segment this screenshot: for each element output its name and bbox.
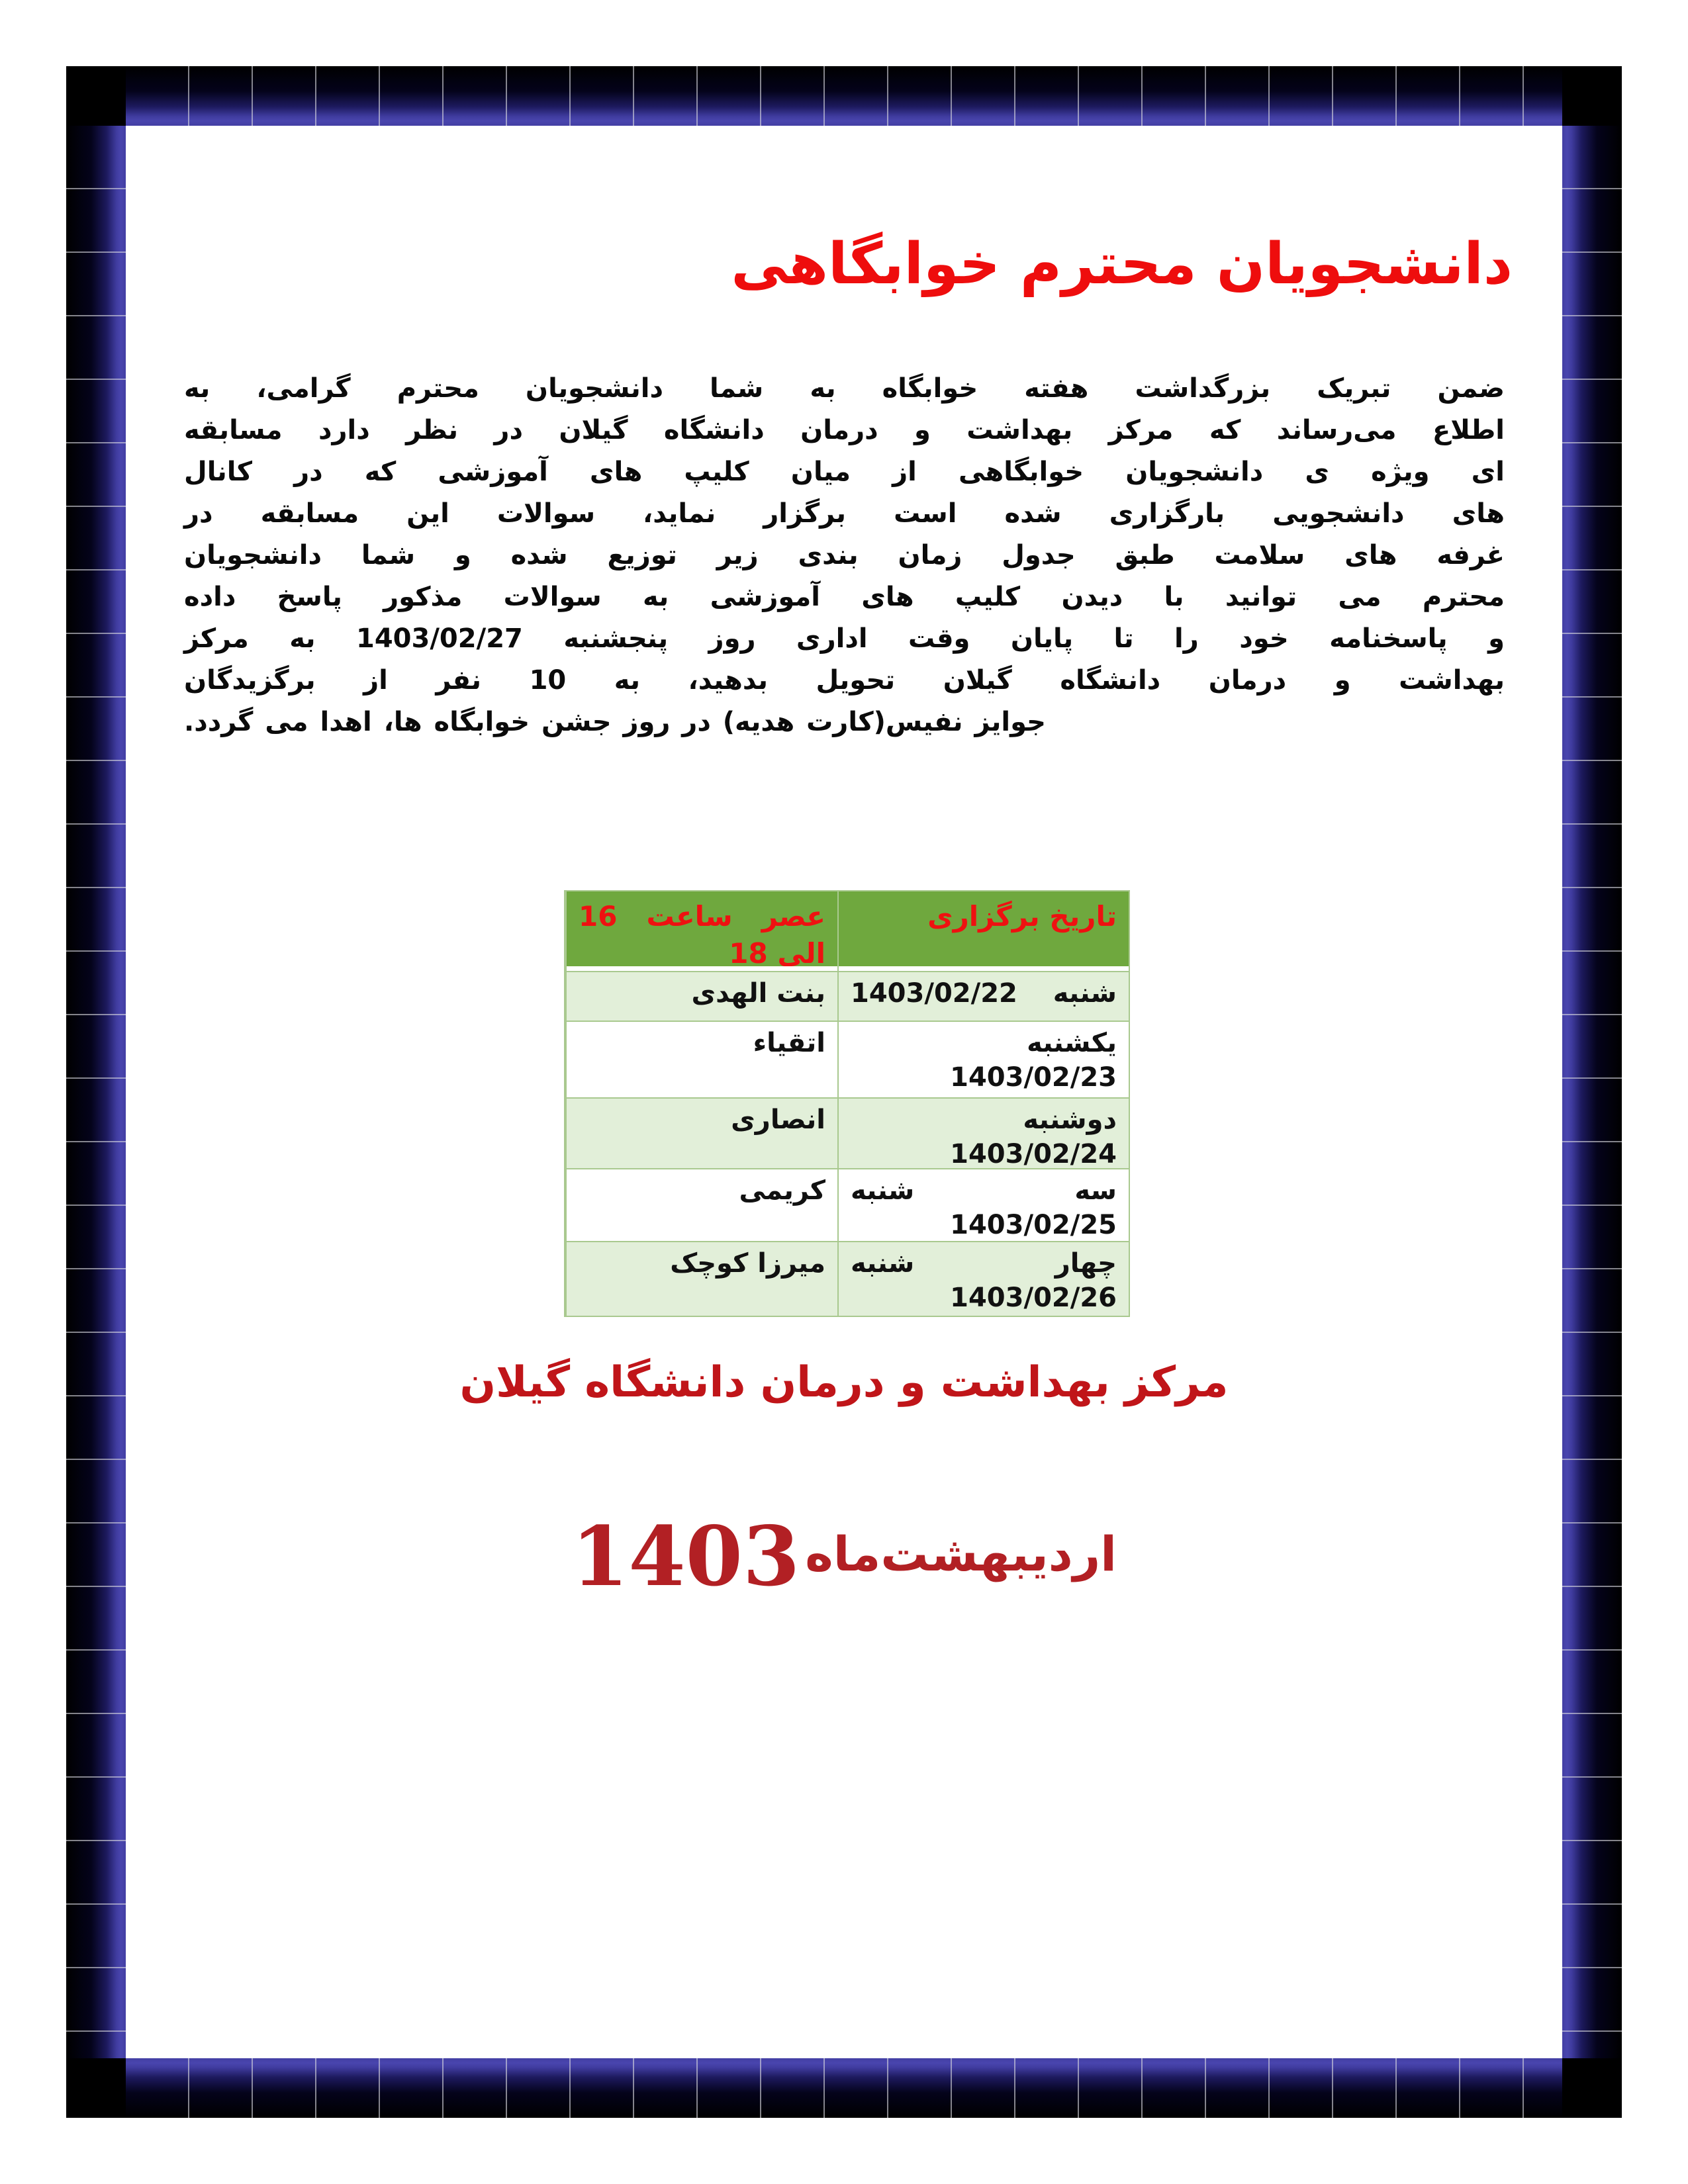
frame-border-top bbox=[126, 66, 1562, 126]
date-value: 1403/02/26 bbox=[950, 1283, 1117, 1313]
paragraph-line: های دانشجویی بارگزاری شده است برگزار نماید، سوالات این مسابقه در bbox=[184, 498, 1505, 529]
day-label: دوشنبه bbox=[1023, 1105, 1117, 1135]
frame-border-bottom bbox=[126, 2058, 1562, 2118]
date-value: 1403/02/24 bbox=[950, 1139, 1117, 1168]
day-and-date bbox=[851, 976, 1117, 1011]
table-row-3-date-cell bbox=[839, 1099, 1129, 1168]
paragraph-line: ای ویژه ی دانشجویان خوابگاهی از میان کلیپ های آموزشی که در کانال bbox=[184, 457, 1505, 487]
announcement-paragraph bbox=[184, 368, 1505, 743]
org-calligraphy: مرکز بهداشت و درمان دانشگاه گیلان bbox=[459, 1358, 1229, 1407]
dorm-name: انصاری bbox=[731, 1105, 825, 1135]
dorm-name: اتقیاء bbox=[753, 1028, 825, 1058]
frame-border-left bbox=[66, 126, 126, 2058]
paragraph-line: و پاسخنامه خود را تا پایان وقت اداری روز پنجشنبه 1403/02/27 به مرکز bbox=[184, 623, 1505, 654]
issue-year: 1403 bbox=[571, 1509, 800, 1605]
frame-corner-bottom-right bbox=[1562, 2058, 1622, 2118]
paragraph-line: غرفه های سلامت طبق جدول زمان بندی زیر توزیع شده و شما دانشجویان bbox=[184, 540, 1505, 570]
date-value: 1403/02/23 bbox=[950, 1062, 1117, 1093]
table-row-1-dorm-cell bbox=[567, 972, 837, 1021]
issue-date bbox=[0, 1509, 1688, 1605]
day-label: شنبه bbox=[1053, 978, 1117, 1009]
frame-corner-top-left bbox=[66, 66, 126, 126]
date-value: 1403/02/22 bbox=[851, 978, 1017, 1009]
title-calligraphy: دانشجویان محترم خوابگاهی bbox=[731, 231, 1513, 297]
dorm-name: کریمی bbox=[739, 1175, 825, 1206]
table-row-5-dorm-cell bbox=[567, 1242, 837, 1316]
day-label: سه شنبه bbox=[851, 1175, 1117, 1206]
header-cell-date bbox=[839, 891, 1129, 971]
paragraph-line: ضمن تبریک بزرگداشت هفته خوابگاه به شما دانشجویان محترم گرامی، به bbox=[184, 373, 1505, 404]
header-date-label: تاریخ برگزاری bbox=[927, 900, 1117, 933]
frame-corner-bottom-left bbox=[66, 2058, 126, 2118]
table-row-4-dorm-cell bbox=[567, 1169, 837, 1241]
paragraph-line: محترم می توانید با دیدن کلیپ های آموزشی به سوالات مذکور پاسخ داده bbox=[184, 582, 1505, 612]
dorm-name: میرزا کوچک bbox=[670, 1248, 825, 1279]
paragraph-line: جوایز نفیس(کارت هدیه) در روز جشن خوابگاه ها، اهدا می گردد. bbox=[184, 707, 1047, 737]
day-label: یکشنبه bbox=[1027, 1028, 1117, 1058]
paragraph-line: بهداشت و درمان دانشگاه گیلان تحویل بدهید، به 10 نفر از برگزیدگان bbox=[184, 665, 1505, 696]
table-row-1-date-cell bbox=[839, 972, 1129, 1021]
schedule-table bbox=[564, 890, 1130, 1317]
dorm-name: بنت الهدی bbox=[691, 978, 825, 1009]
table-row-2-date-cell bbox=[839, 1022, 1129, 1097]
table-row-3-dorm-cell bbox=[567, 1099, 837, 1168]
header-time-line2: الی 18 bbox=[729, 937, 825, 970]
frame-border-right bbox=[1562, 126, 1622, 2058]
date-value: 1403/02/25 bbox=[950, 1210, 1117, 1240]
table-row-5-date-cell bbox=[839, 1242, 1129, 1316]
table-row-4-date-cell bbox=[839, 1169, 1129, 1241]
frame-corner-top-right bbox=[1562, 66, 1622, 126]
paragraph-line: اطلاع می‌رساند که مرکز بهداشت و درمان دانشگاه گیلان در نظر دارد مسابقه bbox=[184, 415, 1505, 445]
header-cell-time bbox=[567, 891, 837, 971]
header-time-line1: عصر ساعت 16 bbox=[579, 900, 825, 933]
day-label: چهار شنبه bbox=[851, 1248, 1117, 1279]
issue-month: اردیبهشت‌ماه bbox=[805, 1526, 1117, 1582]
table-row-2-dorm-cell bbox=[567, 1022, 837, 1097]
